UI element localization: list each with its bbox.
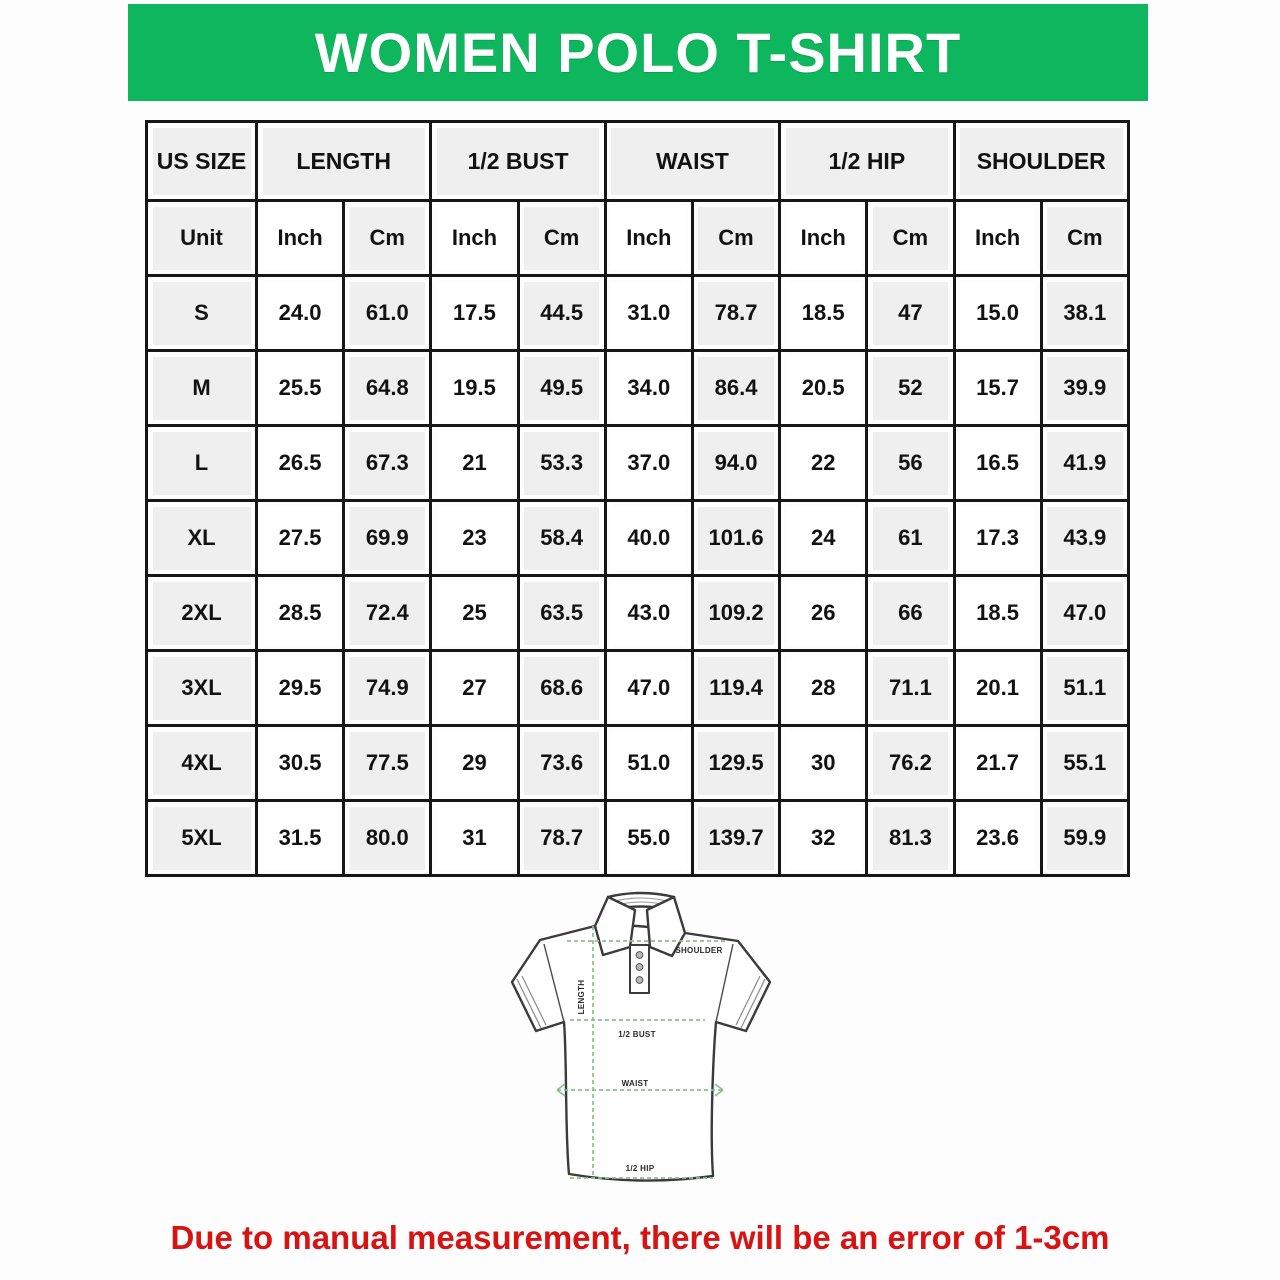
header-half-hip: 1/2 HIP [780, 122, 954, 201]
size-label: L [147, 426, 257, 501]
size-value: 69.9 [344, 501, 431, 576]
unit-cell: Inch [257, 201, 344, 276]
half-bust-label: 1/2 BUST [618, 1030, 656, 1039]
size-value: 63.5 [518, 576, 605, 651]
size-value: 37.0 [605, 426, 692, 501]
table-row [147, 801, 1129, 876]
size-value: 24 [780, 501, 867, 576]
size-value: 23 [431, 501, 518, 576]
size-value: 66 [867, 576, 954, 651]
header-us-size: US SIZE [147, 122, 257, 201]
table-row [147, 501, 1129, 576]
unit-row [147, 201, 1129, 276]
waist-label: WAIST [621, 1079, 649, 1088]
size-value: 38.1 [1041, 276, 1128, 351]
button-2 [636, 964, 643, 971]
size-value: 80.0 [344, 801, 431, 876]
length-label: LENGTH [577, 979, 586, 1015]
header-half-bust: 1/2 BUST [431, 122, 605, 201]
size-value: 55.0 [605, 801, 692, 876]
size-value: 21 [431, 426, 518, 501]
size-value: 29.5 [257, 651, 344, 726]
size-value: 47.0 [605, 651, 692, 726]
size-value: 30.5 [257, 726, 344, 801]
size-value: 94.0 [692, 426, 779, 501]
shoulder-label: SHOULDER [675, 946, 723, 955]
size-label: M [147, 351, 257, 426]
size-label: 4XL [147, 726, 257, 801]
size-value: 51.0 [605, 726, 692, 801]
unit-cell: Inch [954, 201, 1041, 276]
unit-cell: Inch [780, 201, 867, 276]
table-row [147, 576, 1129, 651]
size-value: 47.0 [1041, 576, 1128, 651]
size-value: 78.7 [518, 801, 605, 876]
size-value: 20.1 [954, 651, 1041, 726]
measurement-note: Due to manual measurement, there will be an error of 1-3cm [170, 1219, 1110, 1256]
size-value: 31.5 [257, 801, 344, 876]
table-row [147, 726, 1129, 801]
size-value: 26 [780, 576, 867, 651]
header-shoulder: SHOULDER [954, 122, 1129, 201]
size-value: 78.7 [692, 276, 779, 351]
table-row [147, 651, 1129, 726]
header-length: LENGTH [257, 122, 431, 201]
size-value: 34.0 [605, 351, 692, 426]
size-value: 23.6 [954, 801, 1041, 876]
unit-label: Unit [147, 201, 257, 276]
size-value: 47 [867, 276, 954, 351]
size-value: 61 [867, 501, 954, 576]
size-value: 17.5 [431, 276, 518, 351]
size-value: 81.3 [867, 801, 954, 876]
size-value: 51.1 [1041, 651, 1128, 726]
size-label: 5XL [147, 801, 257, 876]
size-value: 30 [780, 726, 867, 801]
size-value: 76.2 [867, 726, 954, 801]
size-value: 72.4 [344, 576, 431, 651]
size-value: 67.3 [344, 426, 431, 501]
polo-shirt-diagram [495, 883, 795, 1208]
size-value: 44.5 [518, 276, 605, 351]
size-value: 40.0 [605, 501, 692, 576]
table-header-row [147, 122, 1129, 201]
table-row [147, 426, 1129, 501]
half-hip-label: 1/2 HIP [625, 1164, 655, 1173]
size-value: 101.6 [692, 501, 779, 576]
size-value: 58.4 [518, 501, 605, 576]
size-chart-table [145, 120, 1130, 877]
size-value: 71.1 [867, 651, 954, 726]
title-banner [128, 4, 1148, 101]
size-value: 26.5 [257, 426, 344, 501]
size-label: 3XL [147, 651, 257, 726]
polo-shirt-svg [495, 883, 795, 1208]
button-1 [636, 952, 643, 959]
size-value: 41.9 [1041, 426, 1128, 501]
size-value: 68.6 [518, 651, 605, 726]
size-value: 15.7 [954, 351, 1041, 426]
size-value: 86.4 [692, 351, 779, 426]
size-value: 77.5 [344, 726, 431, 801]
size-value: 64.8 [344, 351, 431, 426]
unit-cell: Cm [344, 201, 431, 276]
size-value: 129.5 [692, 726, 779, 801]
size-value: 19.5 [431, 351, 518, 426]
size-label: 2XL [147, 576, 257, 651]
size-value: 18.5 [780, 276, 867, 351]
size-value: 18.5 [954, 576, 1041, 651]
table-row [147, 351, 1129, 426]
unit-cell: Cm [1041, 201, 1128, 276]
size-value: 31.0 [605, 276, 692, 351]
size-value: 25.5 [257, 351, 344, 426]
size-value: 56 [867, 426, 954, 501]
size-value: 20.5 [780, 351, 867, 426]
unit-cell: Cm [518, 201, 605, 276]
size-value: 61.0 [344, 276, 431, 351]
size-value: 21.7 [954, 726, 1041, 801]
size-value: 16.5 [954, 426, 1041, 501]
size-value: 39.9 [1041, 351, 1128, 426]
size-value: 17.3 [954, 501, 1041, 576]
size-value: 55.1 [1041, 726, 1128, 801]
size-value: 27 [431, 651, 518, 726]
page-title: WOMEN POLO T-SHIRT [314, 21, 962, 84]
unit-cell: Inch [431, 201, 518, 276]
size-value: 59.9 [1041, 801, 1128, 876]
size-value: 24.0 [257, 276, 344, 351]
size-value: 53.3 [518, 426, 605, 501]
size-value: 32 [780, 801, 867, 876]
unit-cell: Cm [692, 201, 779, 276]
size-value: 109.2 [692, 576, 779, 651]
size-label: S [147, 276, 257, 351]
size-value: 52 [867, 351, 954, 426]
size-value: 28.5 [257, 576, 344, 651]
size-value: 28 [780, 651, 867, 726]
size-value: 15.0 [954, 276, 1041, 351]
size-value: 74.9 [344, 651, 431, 726]
size-value: 25 [431, 576, 518, 651]
size-value: 43.0 [605, 576, 692, 651]
size-value: 119.4 [692, 651, 779, 726]
size-value: 139.7 [692, 801, 779, 876]
button-3 [636, 977, 643, 984]
header-waist: WAIST [605, 122, 779, 201]
size-value: 49.5 [518, 351, 605, 426]
size-value: 31 [431, 801, 518, 876]
size-value: 22 [780, 426, 867, 501]
table-row [147, 276, 1129, 351]
size-value: 27.5 [257, 501, 344, 576]
size-value: 29 [431, 726, 518, 801]
size-value: 73.6 [518, 726, 605, 801]
size-label: XL [147, 501, 257, 576]
size-value: 43.9 [1041, 501, 1128, 576]
unit-cell: Inch [605, 201, 692, 276]
unit-cell: Cm [867, 201, 954, 276]
